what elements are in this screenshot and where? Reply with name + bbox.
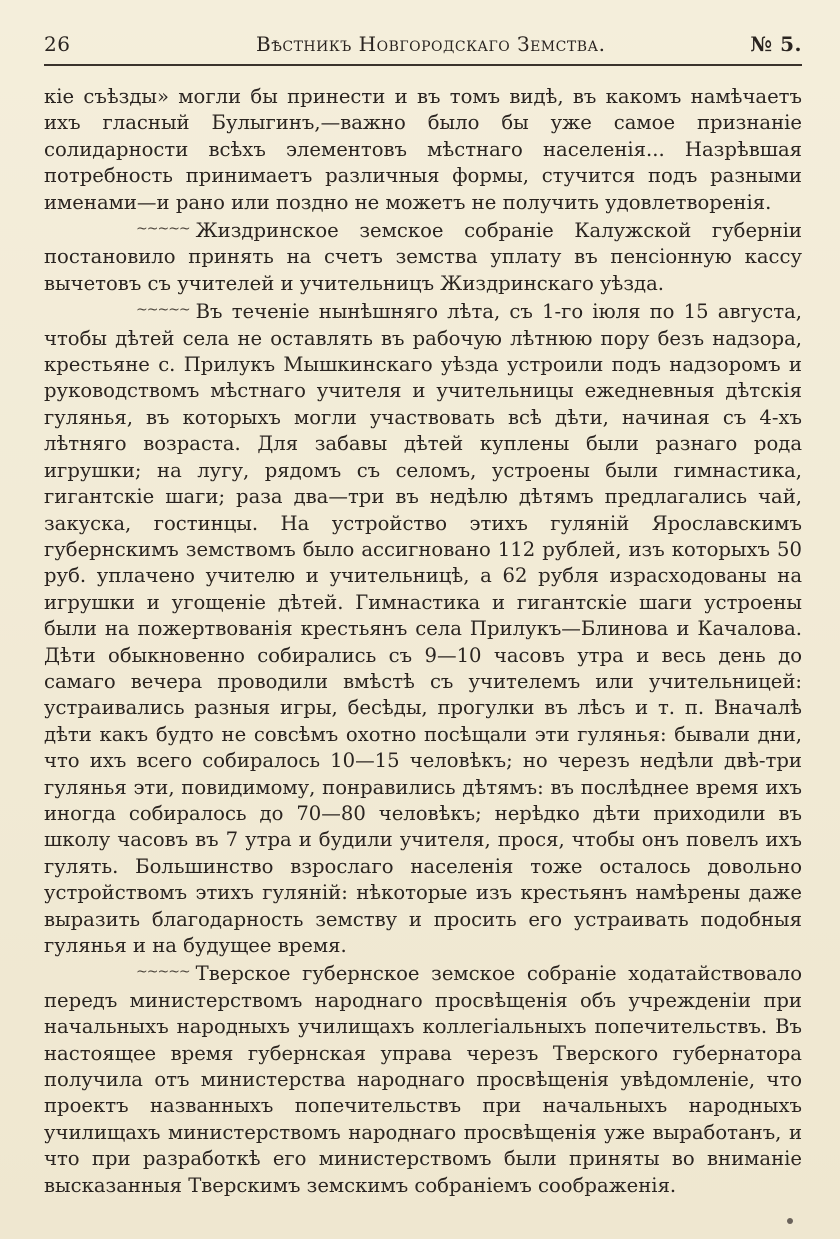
section-dash-mark: ~~~~~ [136,302,190,319]
paragraph-tver [44,959,802,1199]
paragraph-text: Тверское губернское земское собраніе ходатайствовало передъ министерствомъ народнаго просвѣщенія объ учрежденіи при начальныхъ народныхъ училищахъ коллегіальныхъ попечительствъ. Въ настоящее время губернская управа черезъ Тверского губернатора получила отъ министерства народнаго просвѣщенія увѣдомленіе, что проектъ названныхъ попечительствъ при начальныхъ народныхъ училищахъ министерствомъ народнаго просвѣщенія уже выработанъ, и что при разработкѣ его министерствомъ были приняты во вниманіе высказанныя Тверскимъ земскимъ собраніемъ соображенія. [44,962,802,1197]
journal-title: Вѣстникъ Новгородскаго Земства. [256,32,606,56]
running-header [44,28,802,66]
section-dash-mark: ~~~~~ [136,964,190,981]
paragraph-text: Въ теченіе нынѣшняго лѣта, съ 1-го іюля по 15 августа, чтобы дѣтей села не оставлять въ рабочую лѣтнюю пору безъ надзора, крестьяне с. Прилукъ Мышкинскаго уѣзда устроили подъ надзоромъ и руководствомъ мѣстнаго учителя и учительницы ежедневныя дѣтскія гулянья, въ которыхъ могли участвовать всѣ дѣти, начиная съ 4-хъ лѣтняго возраста. Для забавы дѣтей куплены были разнаго рода игрушки; на лугу, рядомъ съ селомъ, устроены были гимнастика, гигантскіе шаги; раза два—три въ недѣлю дѣтямъ предлагались чай, закуска, гостинцы. На устройство этихъ гуляній Ярославскимъ губернскимъ земствомъ было ассигновано 112 рублей, изъ которыхъ 50 руб. уплачено учителю и учительницѣ, а 62 рубля израсходованы на игрушки и угощеніе дѣтей. Гимнастика и гигантскіе шаги устроены были на пожертвованія крестьянъ села Прилукъ—Блинова и Качалова. Дѣти обыкновенно собирались съ 9—10 часовъ утра и весь день до самаго вечера проводили вмѣстѣ съ учителемъ или учительницей: устраивались разныя игры, бесѣды, прогулки въ лѣсъ и т. п. Вначалѣ дѣти какъ будто не совсѣмъ охотно посѣщали эти гулянья: бывали дни, что ихъ всего собиралось 10—15 человѣкъ; но черезъ недѣли двѣ-три гулянья эти, повидимому, понравились дѣтямъ: въ послѣднее время ихъ иногда собиралось до 70—80 человѣкъ; нерѣдко дѣти приходили въ школу часовъ въ 7 утра и будили учителя, прося, чтобы онъ повелъ ихъ гулять. Большинство взрослаго населенія тоже осталось довольно устройствомъ этихъ гуляній: нѣкоторые изъ крестьянъ намѣрены даже выразить благодарность земству и просить его устраивать подобныя гулянья и на будущее время. [44,300,802,957]
paragraph-zhizdra [44,216,802,297]
printing-speck [787,1218,793,1224]
article-body [44,84,802,1199]
page-number: 26 [44,32,71,56]
paragraph-text: кіе съѣзды» могли бы принести и въ томъ видѣ, въ какомъ намѣчаетъ ихъ гласный Булыгинъ,—важно было бы уже самое признаніе солидарности всѣхъ элементовъ мѣстнаго населенія... Назрѣвшая потребность принимаетъ различныя формы, стучится подъ разными именами—и рано или поздно не можетъ не получить удовлетворенія. [44,85,802,214]
issue-number: № 5. [750,32,802,56]
paragraph-priluki [44,297,802,959]
paragraph-continuation [44,84,802,216]
paragraph-text: Жиздринское земское собраніе Калужской губерніи постановило принять на счетъ земства уплату въ пенсіонную кассу вычетовъ съ учителей и учительницъ Жиздринскаго уѣзда. [44,219,802,295]
section-dash-mark: ~~~~~ [136,221,190,238]
